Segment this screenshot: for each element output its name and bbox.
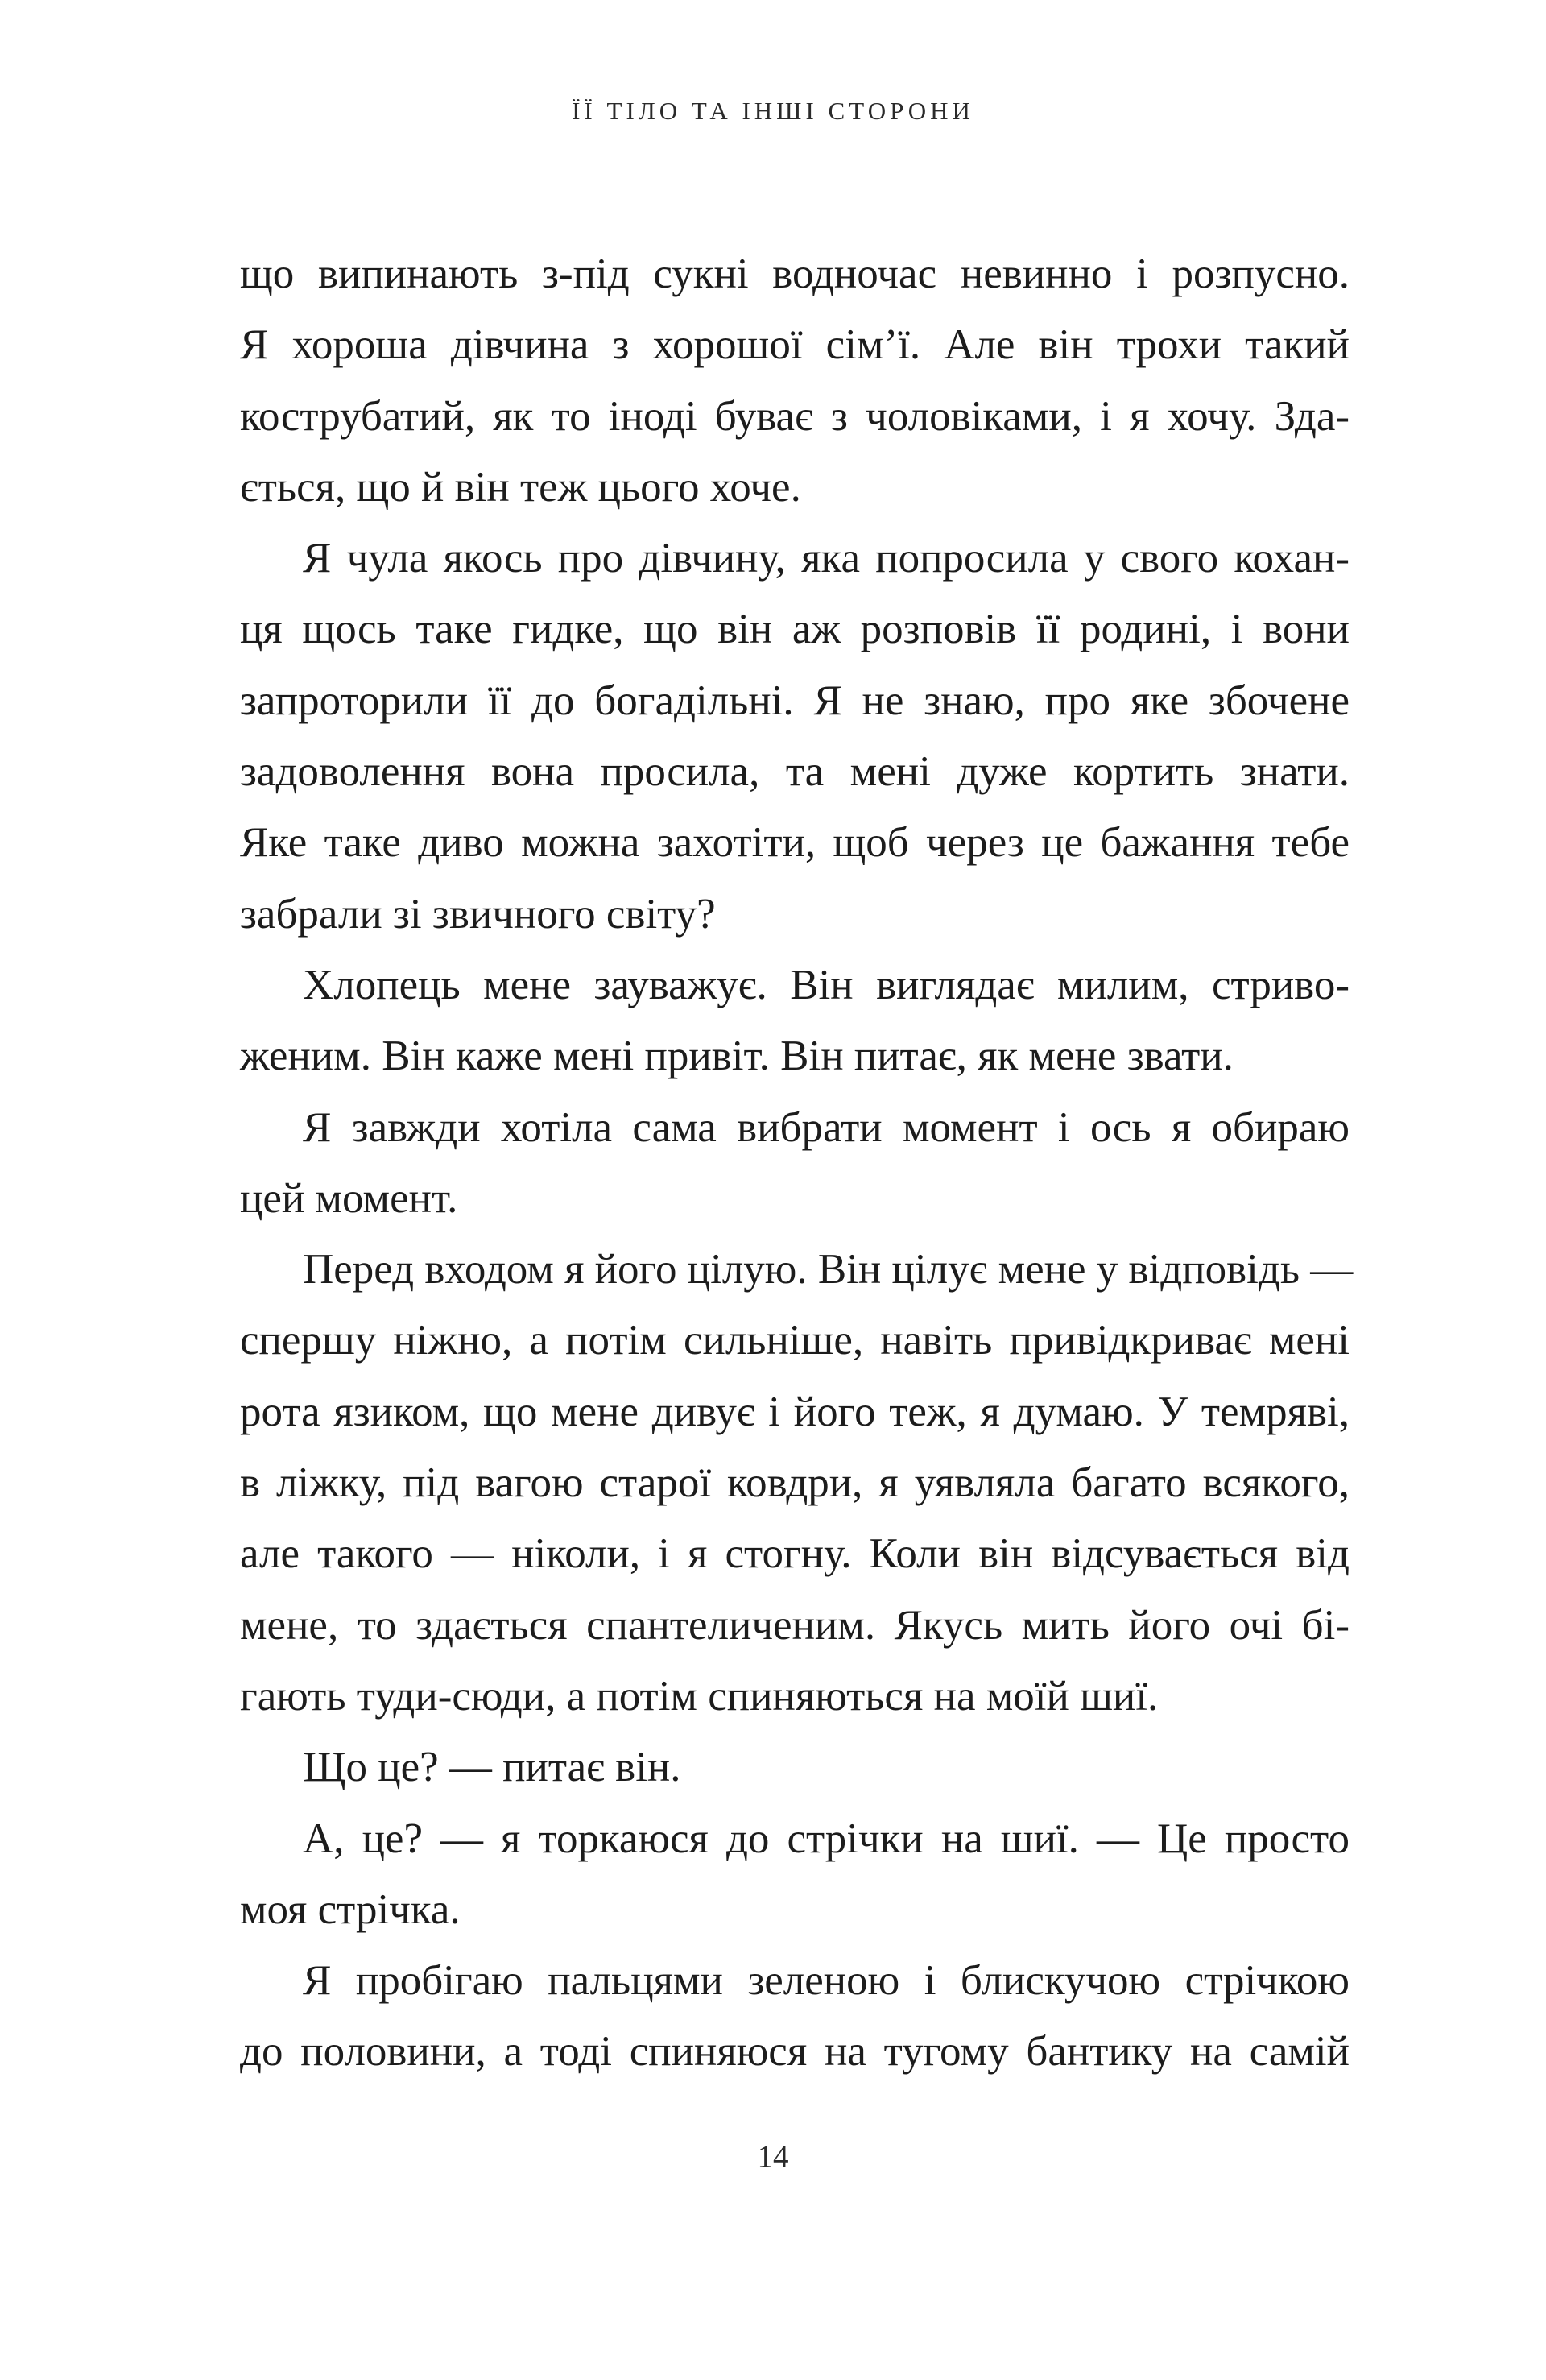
text-line: Я завжди хотіла сама вибрати момент і ось я обираю — [303, 1103, 1350, 1151]
text-line: мене, то здається спантеличеним. Якусь мить його очі бі- — [240, 1601, 1350, 1649]
text-line: до половини, а тоді спиняюся на тугому бантику на самій — [240, 2028, 1350, 2076]
text-line: задоволення вона просила, та мені дуже кортить знати. — [240, 748, 1350, 796]
text-line: ця щось таке гидке, що він аж розповів її родині, і вони — [240, 606, 1350, 653]
text-line: в ліжку, під вагою старої ковдри, я уявляла багато всякого, — [240, 1459, 1350, 1507]
text-line: Я хороша дівчина з хорошої сім’ї. Але він трохи такий — [240, 321, 1350, 369]
running-head: ЇЇ ТІЛО ТА ІНШІ СТОРОНИ — [572, 97, 974, 125]
page-number: 14 — [757, 2139, 789, 2174]
body-text — [240, 238, 1354, 2088]
text-line: цей момент. — [240, 1174, 458, 1222]
text-line: ється, що й він теж цього хоче. — [240, 463, 801, 511]
text-line: рота язиком, що мене дивує і його теж, я думаю. У темряві, — [240, 1388, 1350, 1435]
text-line: А, це? — я торкаюся до стрічки на шиї. — Це просто — [303, 1815, 1350, 1862]
text-line: моя стрічка. — [240, 1885, 461, 1933]
text-line: Що це? — питає він. — [303, 1744, 681, 1791]
text-line: гають туди-сюди, а потім спиняються на моїй шиї. — [240, 1672, 1159, 1720]
text-line: але такого — ніколи, і я стогну. Коли він відсувається від — [240, 1530, 1350, 1578]
text-line: що випинають з-під сукні водночас невинно і розпусно. — [240, 250, 1350, 297]
text-line: Перед входом я його цілую. Він цілує мене у відповідь — — [303, 1246, 1354, 1293]
text-line: Хлопець мене зауважує. Він виглядає милим, стриво- — [303, 961, 1350, 1008]
text-line: забрали зі звичного світу? — [240, 890, 716, 938]
text-line: Яке таке диво можна захотіти, щоб через це бажання тебе — [240, 819, 1350, 867]
text-line: женим. Він каже мені привіт. Він питає, як мене звати. — [240, 1033, 1234, 1080]
text-line: Я пробігаю пальцями зеленою і блискучою стрічкою — [303, 1957, 1350, 2005]
text-line: Я чула якось про дівчину, яка попросила у свого кохан- — [303, 535, 1350, 582]
text-line: запроторили її до богадільні. Я не знаю, про яке збочене — [240, 677, 1350, 724]
text-line: спершу ніжно, а потім сильніше, навіть привідкриває мені — [240, 1317, 1350, 1364]
text-line: кострубатий, як то іноді буває з чоловіками, і я хочу. Зда- — [240, 392, 1350, 440]
